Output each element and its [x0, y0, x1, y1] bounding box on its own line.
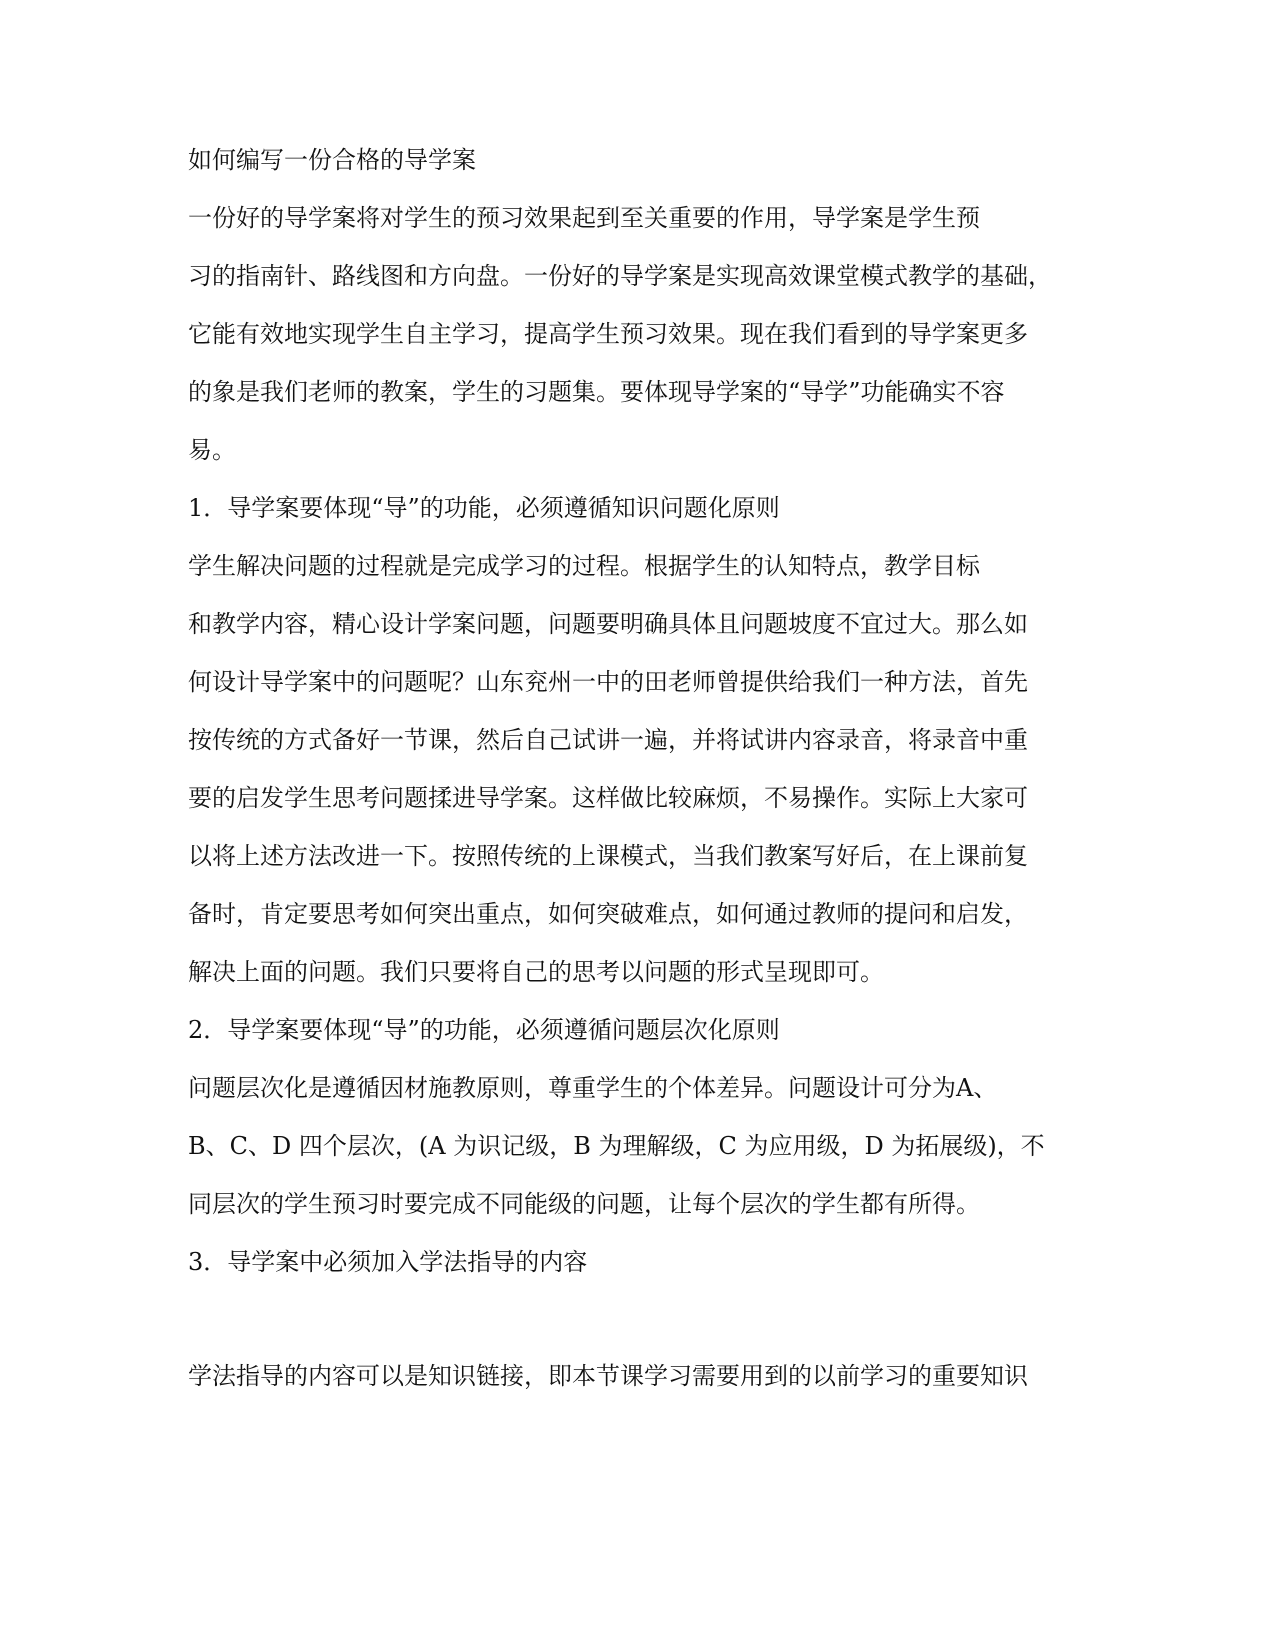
- intro-line: 的象是我们老师的教案，学生的习题集。要体现导学案的“导学”功能确实不容: [188, 378, 1005, 406]
- intro-line: 易。: [188, 436, 236, 464]
- intro-line: 它能有效地实现学生自主学习，提高学生预习效果。现在我们看到的导学案更多: [188, 320, 1028, 348]
- section-2-line: 问题层次化是遵循因材施教原则，尊重学生的个体差异。问题设计可分为A、: [188, 1074, 998, 1102]
- section-1-line: 学生解决问题的过程就是完成学习的过程。根据学生的认知特点，教学目标: [188, 552, 980, 580]
- section-3-line: 学法指导的内容可以是知识链接，即本节课学习需要用到的以前学习的重要知识: [188, 1362, 1028, 1390]
- intro-line: 一份好的导学案将对学生的预习效果起到至关重要的作用，导学案是学生预: [188, 204, 980, 232]
- section-1-line: 以将上述方法改进一下。按照传统的上课模式，当我们教案写好后，在上课前复: [188, 842, 1028, 870]
- section-1-line: 备时，肯定要思考如何突出重点，如何突破难点，如何通过教师的提问和启发，: [188, 900, 1028, 928]
- section-heading-2: 2．导学案要体现“导”的功能，必须遵循问题层次化原则: [188, 1016, 780, 1044]
- intro-line: 习的指南针、路线图和方向盘。一份好的导学案是实现高效课堂模式教学的基础，: [188, 262, 1052, 290]
- section-heading-1: 1．导学案要体现“导”的功能，必须遵循知识问题化原则: [188, 494, 780, 522]
- section-heading-3: 3．导学案中必须加入学法指导的内容: [188, 1248, 588, 1276]
- section-1-line: 解决上面的问题。我们只要将自己的思考以问题的形式呈现即可。: [188, 958, 884, 986]
- section-1-line: 要的启发学生思考问题揉进导学案。这样做比较麻烦，不易操作。实际上大家可: [188, 784, 1028, 812]
- section-1-line: 和教学内容，精心设计学案问题，问题要明确具体且问题坡度不宜过大。那么如: [188, 610, 1028, 638]
- section-1-line: 按传统的方式备好一节课，然后自己试讲一遍，并将试讲内容录音，将录音中重: [188, 726, 1028, 754]
- section-1-line: 何设计导学案中的问题呢？山东兖州一中的田老师曾提供给我们一种方法，首先: [188, 668, 1028, 696]
- section-2-line: 同层次的学生预习时要完成不同能级的问题，让每个层次的学生都有所得。: [188, 1190, 980, 1218]
- document-title: 如何编写一份合格的导学案: [188, 146, 476, 174]
- section-2-line: B、C、D 四个层次，(A 为识记级，B 为理解级，C 为应用级，D 为拓展级)，不: [188, 1132, 1045, 1160]
